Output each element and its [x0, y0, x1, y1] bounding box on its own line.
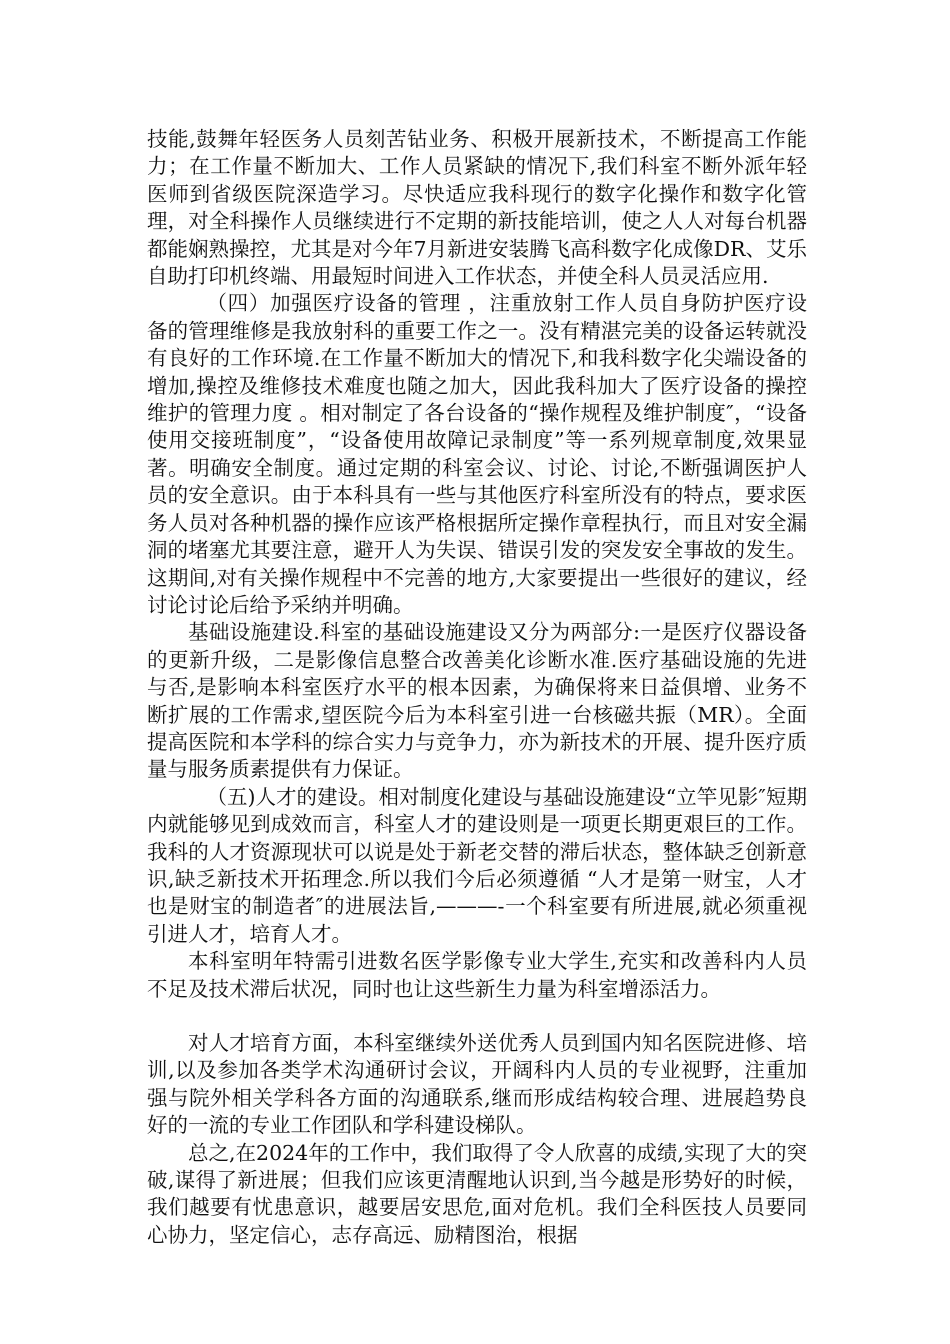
- paragraph-skills-training: 技能,鼓舞年轻医务人员刻苦钻业务、积极开展新技术，不断提高工作能力；在工作量不断加大、工作人员紧缺的情况下,我们科室不断外派年轻医师到省级医院深造学习。尽快适应我科现行的数字化操作和数字化管理，对全科操作人员继续进行不定期的新技能培训，使之人人对每台机器都能娴熟操控，尤其是对今年7月新进安装腾飞高科数字化成像DR、艾乐自助打印机终端、用最短时间进入工作状态，并使全科人员灵活应用.: [147, 127, 807, 289]
- paragraph-talent-building: （五)人才的建设。相对制度化建设与基础设施建设“立竿见影″短期内就能够见到成效而言，科室人才的建设则是一项更长期更艰巨的工作。我科的人才资源现状可以说是处于新老交替的滞后状态，整体缺乏创新意识,缺乏新技术开拓理念.所以我们今后必须遵循 “人才是第一财宝，人才也是财宝的制造者″的进展法旨,———-一个科室要有所进展,就必须重视引进人才，培育人才。: [147, 784, 807, 946]
- paragraph-equipment-management: （四）加强医疗设备的管理 ，注重放射工作人员自身防护医疗设备的管理维修是我放射科的重要工作之一。没有精湛完美的设备运转就没有良好的工作环境.在工作量不断加大的情况下,和我科数字化尖端设备的增加,操控及维修技术难度也随之加大，因此我科加大了医疗设备的操控维护的管理力度 。相对制定了各台设备的“操作规程及维护制度″，“设备使用交接班制度”，“设备使用故障记录制度”等一系列规章制度,效果显著。明确安全制度。通过定期的科室会议、讨论、讨论,不断强调医护人员的安全意识。由于本科具有一些与其他医疗科室所没有的特点，要求医务人员对各种机器的操作应该严格根据所定操作章程执行，而且对安全漏洞的堵塞尤其要注意，避开人为失误、错误引发的突发安全事故的发生。这期间,对有关操作规程中不完善的地方,大家要提出一些很好的建议，经讨论讨论后给予采纳并明确。: [147, 291, 807, 617]
- document-page: [147, 126, 807, 1249]
- paragraph-summary: 总之,在2024年的工作中，我们取得了令人欣喜的成绩,实现了大的突破,谋得了新进展；但我们应该更清醒地认识到,当今越是形势好的时候，我们越要有忧患意识，越要居安思危,面对危机。我们全科医技人员要同心协力，坚定信心，志存高远、励精图治，根据: [147, 1140, 807, 1247]
- paragraph-infrastructure: 基础设施建设.科室的基础设施建设又分为两部分:一是医疗仪器设备的更新升级，二是影像信息整合改善美化诊断水准.医疗基础设施的先进与否,是影响本科室医疗水平的根本因素，为确保将来日益俱增、业务不断扩展的工作需求,望医院今后为本科室引进一台核磁共振（MR）。全面提高医院和本学科的综合实力与竞争力，亦为新技术的开展、提升医疗质量与服务质素提供有力保证。: [147, 620, 807, 782]
- paragraph-talent-training: 对人才培育方面，本科室继续外送优秀人员到国内知名医院进修、培训,以及参加各类学术沟通研讨会议，开阔科内人员的专业视野，注重加强与院外相关学科各方面的沟通联系,继而形成结构较合理、进展趋势良好的一流的专业工作团队和学科建设梯队。: [147, 1031, 807, 1138]
- paragraph-recruitment: 本科室明年特需引进数名医学影像专业大学生,充实和改善科内人员不足及技术滞后状况，同时也让这些新生力量为科室增添活力。: [147, 949, 807, 1001]
- paragraph-gap: [147, 1003, 807, 1030]
